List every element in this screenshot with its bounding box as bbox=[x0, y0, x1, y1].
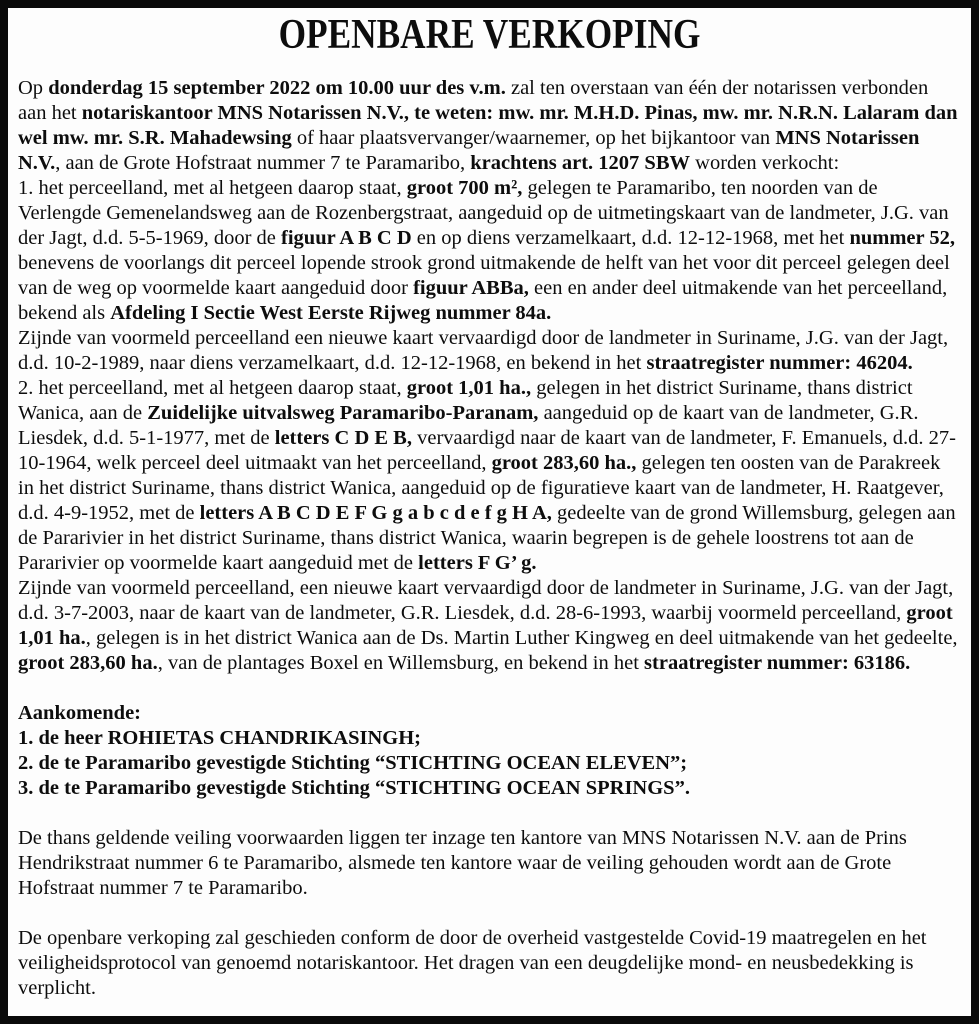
bold-text-segment: figuur A B C D bbox=[281, 227, 412, 250]
bold-text-segment: notariskantoor MNS Notarissen N.V., te weten: mw. mr. M.H.D. Pinas, mw. mr. N.R.N. Lalaram dan wel mw. mr. S.R. Mahadewsing bbox=[18, 102, 958, 150]
bold-text-segment: groot 283,60 ha., bbox=[491, 452, 637, 475]
text-segment: aangeduid op de kaart van de landmeter, G.R. Liesdek, d.d. 5-1-1977, met de bbox=[18, 402, 919, 450]
text-segment: , aan de Grote Hofstraat nummer 7 te Paramaribo, bbox=[55, 152, 471, 175]
text-segment: vervaardigd naar de kaart van de landmeter, F. Emanuels, d.d. 27-10-1964, welk perceel deel uitmaakt van het perceelland, bbox=[18, 427, 956, 475]
paragraph-item-1 bbox=[18, 176, 961, 326]
text-segment: 2. het perceelland, met al hetgeen daarop staat, bbox=[18, 377, 407, 400]
paragraph-aankomende-1 bbox=[18, 726, 961, 751]
paragraph-item-1-nieuwe-kaart bbox=[18, 326, 961, 376]
text-segment: Zijnde van voormeld perceelland, een nieuwe kaart vervaardigd door de landmeter in Suriname, J.G. van der Jagt, d.d. 3-7-2003, naar de kaart van de landmeter, G.R. Liesdek, d.d. 28-6-1993, waarbij voormeld perceelland, bbox=[18, 577, 954, 625]
text-segment: gelegen te Paramaribo, ten noorden van de Verlengde Gemenelandsweg aan de Rozenbergstraat, aangeduid op de uitmetingskaart van de landmeter, J.G. van der Jagt, d.d. 5-5-1969, door de bbox=[18, 177, 949, 250]
bold-text-segment: 3. de te Paramaribo gevestigde Stichting “STICHTING OCEAN SPRINGS”. bbox=[18, 777, 690, 800]
paragraph-aankomende-2 bbox=[18, 751, 961, 776]
bold-text-segment: nummer 52, bbox=[849, 227, 955, 250]
bold-text-segment: Aankomende: bbox=[18, 702, 142, 725]
notice-title: OPENBARE VERKOPING bbox=[278, 12, 701, 58]
notice-body bbox=[18, 76, 961, 1001]
text-segment: of haar plaatsvervanger/waarnemer, op het bijkantoor van bbox=[291, 127, 776, 150]
bold-text-segment: Zuidelijke uitvalsweg Paramaribo-Paranam, bbox=[147, 402, 539, 425]
text-segment: 1. het perceelland, met al hetgeen daarop staat, bbox=[18, 177, 407, 200]
bold-text-segment: krachtens art. 1207 SBW bbox=[470, 152, 691, 175]
text-segment: Zijnde van voormeld perceelland een nieuwe kaart vervaardigd door de landmeter in Suriname, J.G. van der Jagt, d.d. 10-2-1989, naar diens verzamelkaart, d.d. 12-12-1968, en bekend in het bbox=[18, 327, 949, 375]
text-segment: , gelegen is in het district Wanica aan de Ds. Martin Luther Kingweg en deel uitmakende van het gedeelte, bbox=[85, 627, 958, 650]
bold-text-segment: groot 700 m², bbox=[406, 177, 523, 200]
bold-text-segment: donderdag 15 september 2022 om 10.00 uur des v.m. bbox=[48, 77, 506, 100]
bold-text-segment: letters C D E B, bbox=[274, 427, 412, 450]
bold-text-segment: groot 1,01 ha. bbox=[18, 602, 953, 650]
bold-text-segment: Afdeling I Sectie West Eerste Rijweg nummer 84a. bbox=[110, 302, 552, 325]
text-segment: een en ander deel uitmakende van het perceelland, bekend als bbox=[18, 277, 948, 325]
paragraph-item-2 bbox=[18, 376, 961, 576]
bold-text-segment: MNS Notarissen N.V. bbox=[18, 127, 920, 175]
paragraph-item-2-nieuwe-kaart bbox=[18, 576, 961, 676]
paragraph-veiling-voorwaarden bbox=[18, 826, 961, 901]
bold-text-segment: groot 1,01 ha., bbox=[406, 377, 532, 400]
bold-text-segment: 1. de heer ROHIETAS CHANDRIKASINGH; bbox=[18, 727, 422, 750]
text-segment: , van de plantages Boxel en Willemsburg, en bekend in het bbox=[157, 652, 645, 675]
bold-text-segment: straatregister nummer: 46204. bbox=[646, 352, 913, 375]
bold-text-segment: straatregister nummer: 63186. bbox=[644, 652, 911, 675]
text-segment: gedeelte van de grond Willemsburg, gelegen aan de Pararivier in het district Suriname, thans district Wanica, waarin begrepen is de gehele loostrens tot aan de Pararivier op voormelde kaart aangeduid met de bbox=[18, 502, 956, 575]
paragraph-intro bbox=[18, 76, 961, 176]
text-segment: en op diens verzamelkaart, d.d. 12-12-1968, met het bbox=[411, 227, 850, 250]
text-segment: De openbare verkoping zal geschieden conform de door de overheid vastgestelde Covid-19 maatregelen en het veiligheidsprotocol van genoemd notariskantoor. Het dragen van een deugdelijke mond- en neusbedekking is verplicht. bbox=[18, 927, 927, 1000]
bold-text-segment: letters A B C D E F G g a b c d e f g H A, bbox=[199, 502, 552, 525]
text-segment: worden verkocht: bbox=[690, 152, 840, 175]
paragraph-covid-maatregelen bbox=[18, 926, 961, 1001]
bold-text-segment: figuur ABBa, bbox=[413, 277, 529, 300]
text-segment: De thans geldende veiling voorwaarden liggen ter inzage ten kantore van MNS Notarissen N.V. aan de Prins Hendrikstraat nummer 6 te Paramaribo, alsmede ten kantore waar de veiling gehouden wordt aan de Grote Hofstraat nummer 7 te Paramaribo. bbox=[18, 827, 907, 900]
bold-text-segment: 2. de te Paramaribo gevestigde Stichting “STICHTING OCEAN ELEVEN”; bbox=[18, 752, 688, 775]
paragraph-aankomende-header bbox=[18, 701, 961, 726]
text-segment: benevens de voorlangs dit perceel lopende strook grond uitmakende de helft van het voor dit perceel gelegen deel van de weg op voormelde kaart aangeduid door bbox=[18, 252, 950, 300]
text-segment: gelegen in het district Suriname, thans district Wanica, aan de bbox=[18, 377, 913, 425]
paragraph-aankomende-3 bbox=[18, 776, 961, 801]
bold-text-segment: letters F G’ g. bbox=[418, 552, 537, 575]
bold-text-segment: groot 283,60 ha. bbox=[18, 652, 158, 675]
text-segment: zal ten overstaan van één der notarissen verbonden aan het bbox=[18, 77, 929, 125]
text-segment: gelegen ten oosten van de Parakreek in het district Suriname, thans district Wanica, aangeduid op de figuratieve kaart van de landmeter, H. Raatgever, d.d. 4-9-1952, met de bbox=[18, 452, 944, 525]
text-segment: Op bbox=[18, 77, 49, 100]
